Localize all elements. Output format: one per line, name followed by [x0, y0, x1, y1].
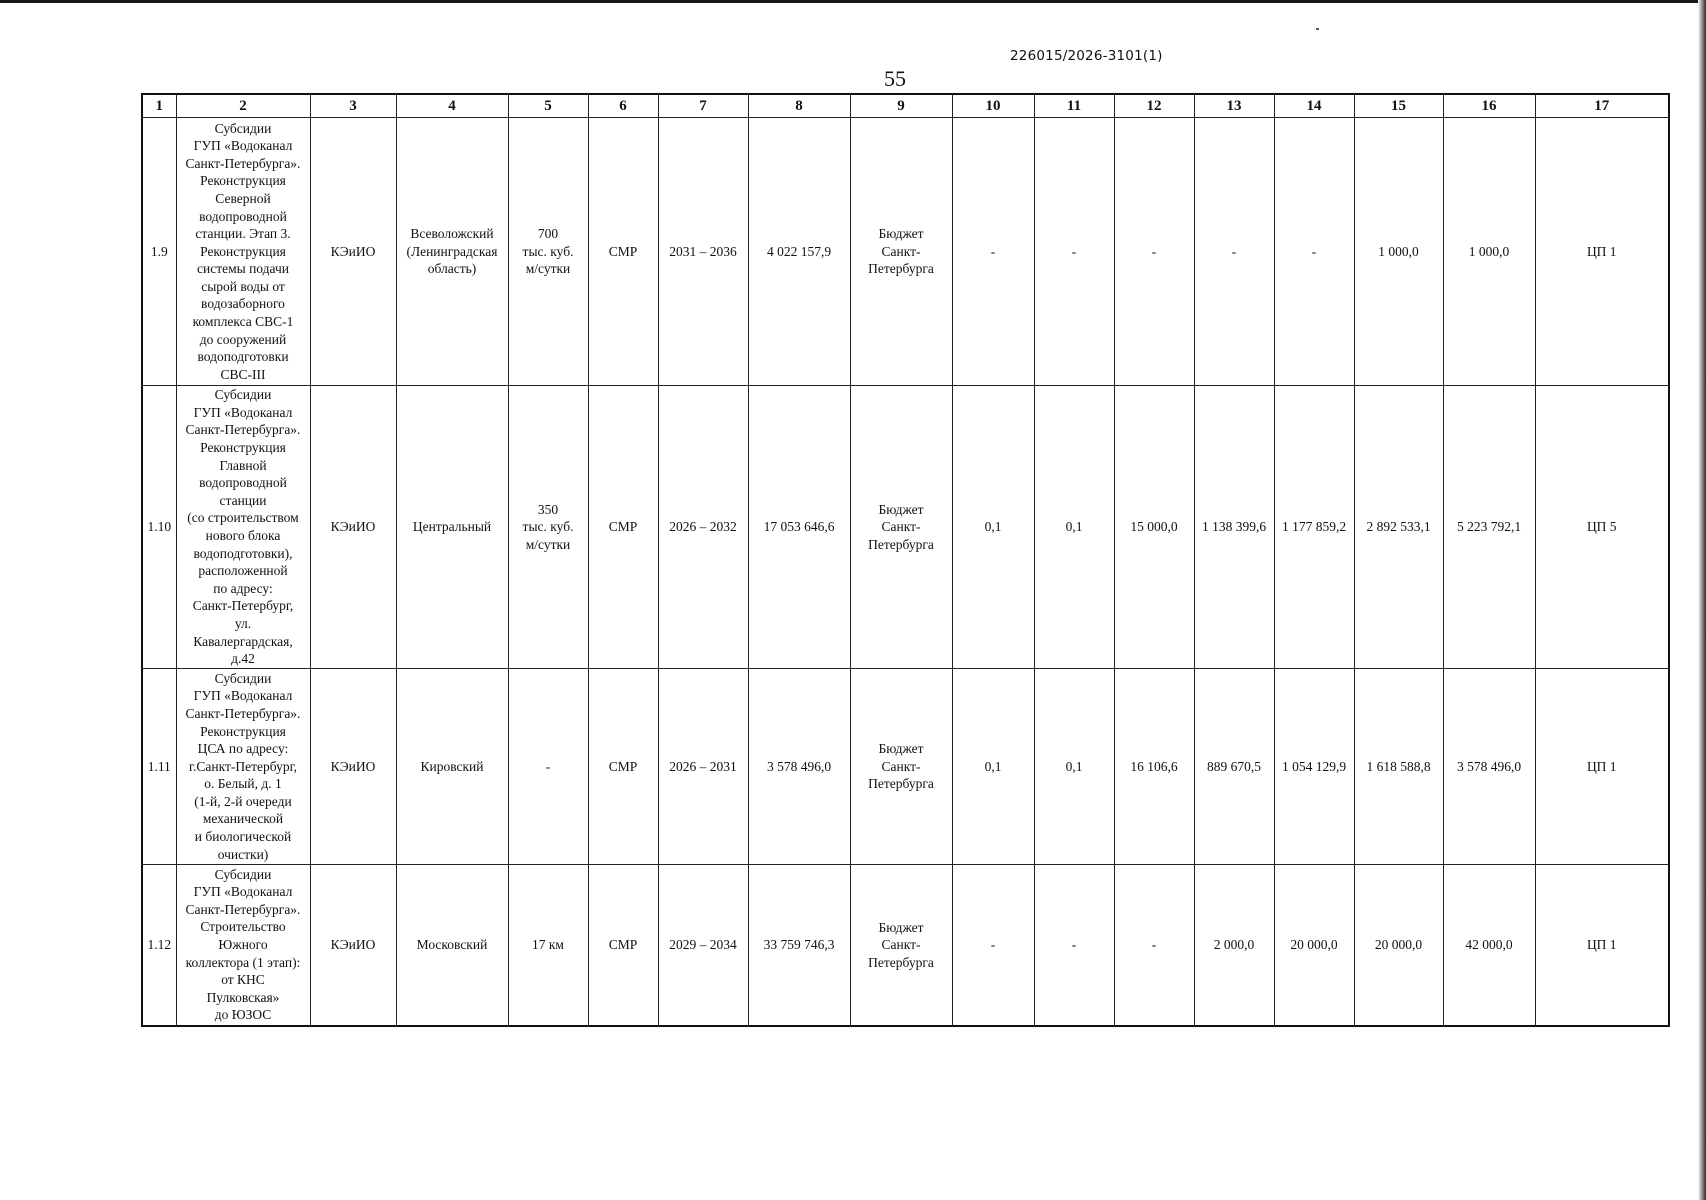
- value-cell-13: 2 000,0: [1194, 865, 1274, 1026]
- work-type-cell: СМР: [588, 386, 658, 669]
- funding-source-cell: Бюджет Санкт- Петербурга: [850, 118, 952, 386]
- column-header: 15: [1354, 94, 1443, 118]
- column-header: 3: [310, 94, 396, 118]
- column-header: 5: [508, 94, 588, 118]
- district-cell: Кировский: [396, 669, 508, 865]
- total-cost-cell: 4 022 157,9: [748, 118, 850, 386]
- column-header: 1: [142, 94, 176, 118]
- value-cell-10: 0,1: [952, 669, 1034, 865]
- column-header: 2: [176, 94, 310, 118]
- column-header: 7: [658, 94, 748, 118]
- work-type-cell: СМР: [588, 118, 658, 386]
- column-header: 6: [588, 94, 658, 118]
- value-cell-15: 2 892 533,1: [1354, 386, 1443, 669]
- value-cell-11: -: [1034, 118, 1114, 386]
- value-cell-15: 1 618 588,8: [1354, 669, 1443, 865]
- value-cell-16: 5 223 792,1: [1443, 386, 1535, 669]
- scan-edge-right: [1698, 0, 1706, 1200]
- work-type-cell: СМР: [588, 865, 658, 1026]
- value-cell-16: 1 000,0: [1443, 118, 1535, 386]
- scan-edge-top: [0, 0, 1706, 3]
- value-cell-10: 0,1: [952, 386, 1034, 669]
- period-cell: 2031 – 2036: [658, 118, 748, 386]
- value-cell-12: -: [1114, 118, 1194, 386]
- program-cell: ЦП 1: [1535, 865, 1669, 1026]
- value-cell-14: 20 000,0: [1274, 865, 1354, 1026]
- row-number: 1.10: [142, 386, 176, 669]
- column-header: 12: [1114, 94, 1194, 118]
- value-cell-14: -: [1274, 118, 1354, 386]
- program-cell: ЦП 1: [1535, 118, 1669, 386]
- value-cell-12: -: [1114, 865, 1194, 1026]
- period-cell: 2026 – 2031: [658, 669, 748, 865]
- funding-source-cell: Бюджет Санкт- Петербурга: [850, 386, 952, 669]
- value-cell-11: 0,1: [1034, 386, 1114, 669]
- column-header: 14: [1274, 94, 1354, 118]
- project-name: Субсидии ГУП «Водоканал Санкт-Петербурга». Реконструкция Северной водопроводной станции. Этап 3. Реконструкция системы подачи сырой воды от водозаборного комплекса СВС-1 до сооружений водоподготовки СВС-III: [176, 118, 310, 386]
- funding-source-cell: Бюджет Санкт- Петербурга: [850, 669, 952, 865]
- table-row: [142, 669, 1669, 865]
- table-row: [142, 865, 1669, 1026]
- value-cell-16: 3 578 496,0: [1443, 669, 1535, 865]
- value-cell-15: 20 000,0: [1354, 865, 1443, 1026]
- table-row: [142, 386, 1669, 669]
- total-cost-cell: 3 578 496,0: [748, 669, 850, 865]
- document-id: 226015/2026-3101(1): [1010, 48, 1163, 64]
- column-header: 8: [748, 94, 850, 118]
- value-cell-10: -: [952, 118, 1034, 386]
- district-cell: Всеволожский (Ленинградская область): [396, 118, 508, 386]
- row-number: 1.12: [142, 865, 176, 1026]
- column-header: 4: [396, 94, 508, 118]
- project-name: Субсидии ГУП «Водоканал Санкт-Петербурга». Реконструкция Главной водопроводной станции (со строительством нового блока водоподготовки), расположенной по адресу: Санкт-Петербург, ул. Кавалергардская, д.42: [176, 386, 310, 669]
- capacity-cell: -: [508, 669, 588, 865]
- value-cell-12: 16 106,6: [1114, 669, 1194, 865]
- column-header: 13: [1194, 94, 1274, 118]
- district-cell: Центральный: [396, 386, 508, 669]
- header-row: [142, 94, 1669, 118]
- period-cell: 2026 – 2032: [658, 386, 748, 669]
- capacity-cell: 350 тыс. куб. м/сутки: [508, 386, 588, 669]
- page-number: 55: [884, 66, 906, 91]
- data-table: [141, 93, 1670, 1027]
- column-header: 17: [1535, 94, 1669, 118]
- value-cell-13: -: [1194, 118, 1274, 386]
- executor-cell: КЭиИО: [310, 118, 396, 386]
- executor-cell: КЭиИО: [310, 865, 396, 1026]
- work-type-cell: СМР: [588, 669, 658, 865]
- project-name: Субсидии ГУП «Водоканал Санкт-Петербурга». Реконструкция ЦСА по адресу: г.Санкт-Петербург, о. Белый, д. 1 (1-й, 2-й очереди механической и биологической очистки): [176, 669, 310, 865]
- total-cost-cell: 33 759 746,3: [748, 865, 850, 1026]
- column-header: 9: [850, 94, 952, 118]
- district-cell: Московский: [396, 865, 508, 1026]
- executor-cell: КЭиИО: [310, 386, 396, 669]
- row-number: 1.9: [142, 118, 176, 386]
- project-name: Субсидии ГУП «Водоканал Санкт-Петербурга». Строительство Южного коллектора (1 этап): от КНС Пулковская» до ЮЗОС: [176, 865, 310, 1026]
- value-cell-11: -: [1034, 865, 1114, 1026]
- column-header: 11: [1034, 94, 1114, 118]
- value-cell-11: 0,1: [1034, 669, 1114, 865]
- program-cell: ЦП 5: [1535, 386, 1669, 669]
- column-header: 10: [952, 94, 1034, 118]
- program-cell: ЦП 1: [1535, 669, 1669, 865]
- value-cell-12: 15 000,0: [1114, 386, 1194, 669]
- value-cell-15: 1 000,0: [1354, 118, 1443, 386]
- value-cell-13: 889 670,5: [1194, 669, 1274, 865]
- value-cell-14: 1 177 859,2: [1274, 386, 1354, 669]
- value-cell-10: -: [952, 865, 1034, 1026]
- total-cost-cell: 17 053 646,6: [748, 386, 850, 669]
- executor-cell: КЭиИО: [310, 669, 396, 865]
- scan-speck: [1316, 28, 1319, 30]
- capacity-cell: 17 км: [508, 865, 588, 1026]
- value-cell-16: 42 000,0: [1443, 865, 1535, 1026]
- funding-source-cell: Бюджет Санкт- Петербурга: [850, 865, 952, 1026]
- capacity-cell: 700 тыс. куб. м/сутки: [508, 118, 588, 386]
- column-header: 16: [1443, 94, 1535, 118]
- row-number: 1.11: [142, 669, 176, 865]
- period-cell: 2029 – 2034: [658, 865, 748, 1026]
- value-cell-13: 1 138 399,6: [1194, 386, 1274, 669]
- table-row: [142, 118, 1669, 386]
- value-cell-14: 1 054 129,9: [1274, 669, 1354, 865]
